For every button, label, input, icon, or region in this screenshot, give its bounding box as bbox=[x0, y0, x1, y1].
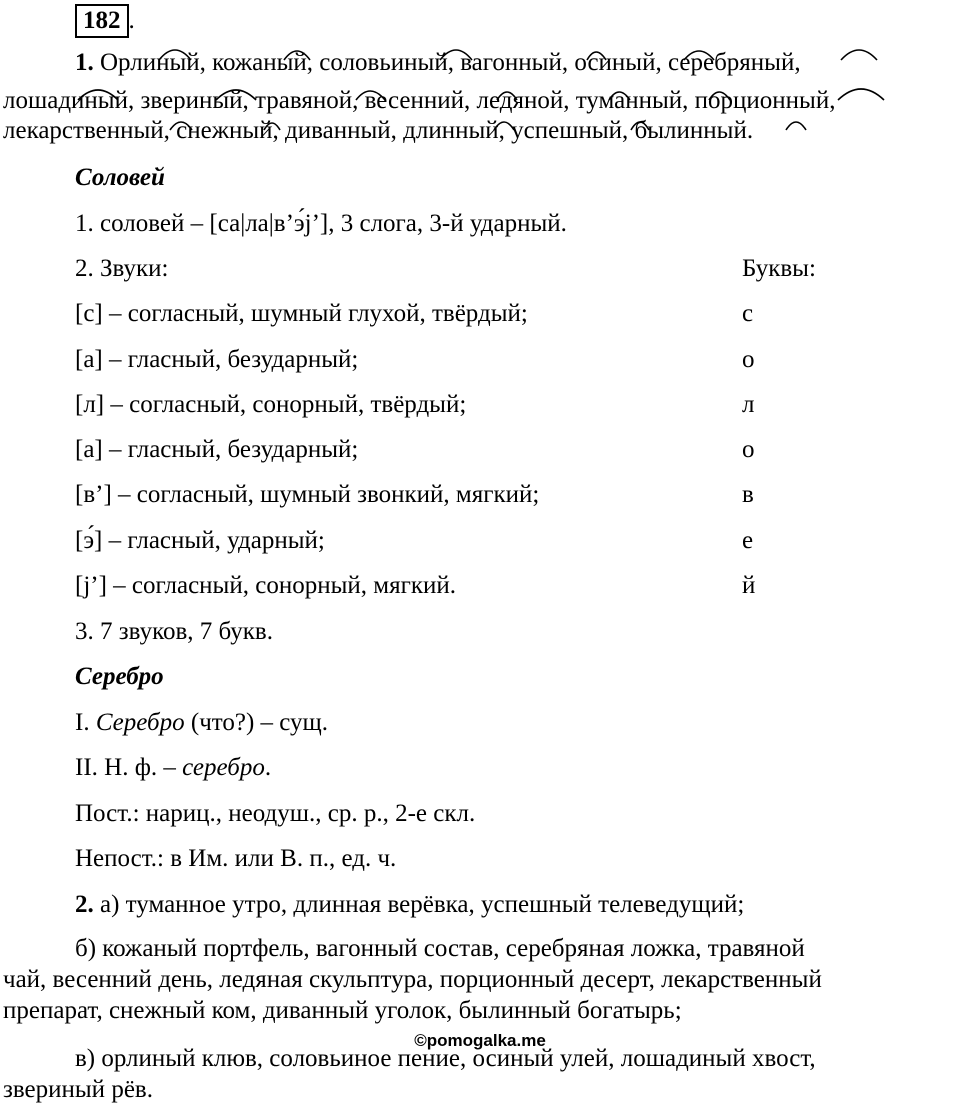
exercise-number-box: 182 bbox=[75, 4, 129, 38]
serebro-line2-word: серебро bbox=[182, 754, 265, 781]
letter-cell: о bbox=[742, 436, 755, 463]
part2-a bbox=[75, 890, 744, 920]
exercise-number bbox=[75, 4, 135, 38]
serebro-line2 bbox=[75, 753, 271, 783]
exercise-number-dot: . bbox=[128, 7, 135, 34]
serebro-line2-prefix: II. Н. ф. – bbox=[75, 754, 183, 781]
part1-marker: 1. bbox=[75, 49, 94, 76]
letter-cell: о bbox=[742, 346, 755, 373]
part2-b-line2: чай, весенний день, ледяная скульптура, порционный десерт, лекарственный bbox=[3, 966, 822, 993]
heading-solovey: Соловей bbox=[75, 164, 165, 191]
sound-row: [э́] – гласный, ударный; bbox=[75, 527, 325, 554]
suffix-arc bbox=[838, 89, 884, 100]
letter-cell: в bbox=[742, 481, 754, 508]
part2-v-line2: звериный рёв. bbox=[3, 1076, 153, 1103]
suffix-arc bbox=[841, 50, 877, 60]
sound-row: [в’] – согласный, шумный звонкий, мягкий; bbox=[75, 481, 540, 508]
part1-line2: лошадиный, звериный, травяной, весенний, ледяной, туманный, порционный, bbox=[3, 87, 836, 114]
letter-cell: й bbox=[742, 572, 756, 599]
part1-line1 bbox=[75, 48, 801, 78]
sound-row: [j’] – согласный, сонорный, мягкий. bbox=[75, 572, 456, 599]
part1-words-1: Орлиный, кожаный, соловьиный, вагонный, осиный, серебряный, bbox=[100, 49, 801, 76]
sounds-header: 2. Звуки: bbox=[75, 255, 169, 282]
sound-row: [с] – согласный, шумный глухой, твёрдый; bbox=[75, 300, 528, 327]
serebro-line1-word: Серебро bbox=[95, 709, 185, 736]
serebro-line1-prefix: I. bbox=[75, 709, 96, 736]
serebro-line3: Пост.: нариц., неодуш., ср. р., 2-е скл. bbox=[75, 800, 476, 827]
part2-b-line3: препарат, снежный ком, диванный уголок, былинный богатырь; bbox=[3, 997, 682, 1024]
part2-v-line1: в) орлиный клюв, соловьиное пение, осиный улей, лошадиный хвост, bbox=[75, 1045, 816, 1072]
watermark: ©pomogalka.me bbox=[414, 1031, 546, 1050]
letter-cell: л bbox=[742, 391, 755, 418]
sound-row: [л] – согласный, сонорный, твёрдый; bbox=[75, 391, 467, 418]
letter-cell: с bbox=[742, 300, 754, 327]
letter-cell: е bbox=[742, 527, 754, 554]
serebro-line1 bbox=[75, 708, 328, 738]
part2-a-text: а) туманное утро, длинная верёвка, успешный телеведущий; bbox=[100, 891, 745, 918]
suffix-arc bbox=[786, 122, 806, 130]
part2-marker: 2. bbox=[75, 891, 94, 918]
part2-b-line1: б) кожаный портфель, вагонный состав, серебряная ложка, травяной bbox=[75, 935, 805, 962]
serebro-line2-suffix: . bbox=[264, 754, 272, 781]
serebro-line4: Непост.: в Им. или В. п., ед. ч. bbox=[75, 845, 397, 872]
solovey-transcription: 1. соловей – [са|ла|в’э́j’], 3 слога, 3-й ударный. bbox=[75, 210, 567, 237]
solovey-summary: 3. 7 звуков, 7 букв. bbox=[75, 618, 273, 645]
part1-line3: лекарственный, снежный, диванный, длинный, успешный, былинный. bbox=[3, 117, 754, 144]
letters-header: Буквы: bbox=[742, 255, 816, 282]
serebro-line1-rest: (что?) – сущ. bbox=[184, 709, 329, 736]
sound-row: [а] – гласный, безударный; bbox=[75, 436, 359, 463]
heading-serebro: Серебро bbox=[75, 663, 164, 690]
sound-row: [а] – гласный, безударный; bbox=[75, 346, 359, 373]
